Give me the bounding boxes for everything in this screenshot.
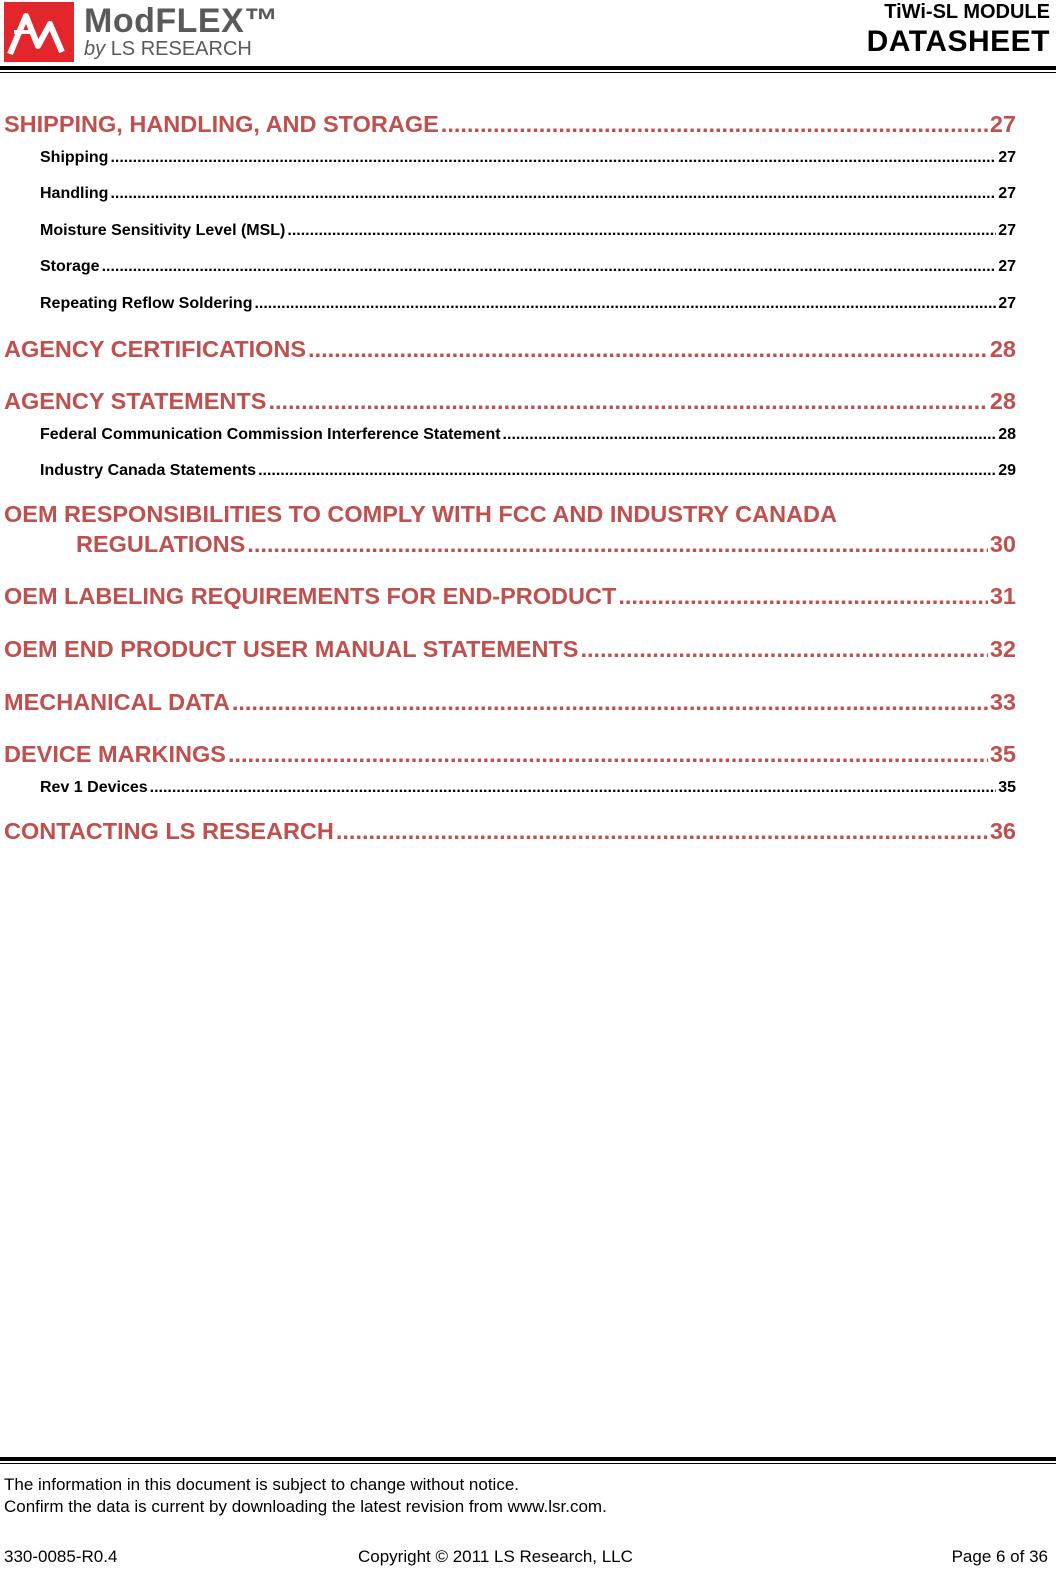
toc-entry[interactable] bbox=[4, 335, 1016, 363]
toc-entry-title: SHIPPING, HANDLING, AND STORAGE bbox=[4, 111, 439, 137]
toc-entry-title: Handling bbox=[40, 185, 109, 202]
toc-entry[interactable] bbox=[4, 183, 1016, 205]
toc-entry[interactable] bbox=[4, 635, 1016, 663]
toc-entry-page: 29 bbox=[998, 462, 1016, 479]
toc-entry-page: 35 bbox=[989, 741, 1016, 767]
brand-company: LS RESEARCH bbox=[110, 38, 252, 60]
module-name: TiWi-SL MODULE bbox=[884, 1, 1050, 23]
toc-entry-page: 27 bbox=[998, 222, 1016, 239]
ls-research-logo-icon bbox=[4, 2, 74, 62]
toc-entry-title: CONTACTING LS RESEARCH bbox=[4, 818, 334, 844]
table-of-contents bbox=[4, 108, 1016, 845]
toc-entry-title: AGENCY STATEMENTS bbox=[4, 388, 267, 414]
datasheet-label: DATASHEET bbox=[866, 25, 1050, 58]
toc-entry-page: 28 bbox=[998, 426, 1016, 443]
brand-subtitle bbox=[84, 38, 252, 61]
toc-entry[interactable] bbox=[4, 147, 1016, 169]
document-title bbox=[867, 0, 1050, 60]
toc-entry-page: 27 bbox=[998, 149, 1016, 166]
toc-entry-title: Repeating Reflow Soldering bbox=[40, 295, 253, 312]
toc-entry[interactable] bbox=[4, 582, 1016, 610]
toc-entry-title: Moisture Sensitivity Level (MSL) bbox=[40, 222, 286, 239]
toc-entry-title: DEVICE MARKINGS bbox=[4, 741, 226, 767]
toc-entry-page: 27 bbox=[998, 185, 1016, 202]
toc-entry-title: AGENCY CERTIFICATIONS bbox=[4, 336, 307, 362]
header-rule-thin bbox=[0, 72, 1056, 73]
toc-entry-title: OEM END PRODUCT USER MANUAL STATEMENTS bbox=[4, 636, 579, 662]
toc-entry-page: 32 bbox=[989, 636, 1016, 662]
brand-by: by bbox=[84, 38, 106, 60]
toc-entry[interactable] bbox=[4, 740, 1016, 768]
toc-entry-title: Shipping bbox=[40, 149, 109, 166]
copyright: Copyright © 2011 LS Research, LLC bbox=[358, 1547, 633, 1566]
header-rule bbox=[0, 66, 1056, 70]
toc-entry[interactable] bbox=[4, 777, 1016, 799]
toc-entry-title: OEM RESPONSIBILITIES TO COMPLY WITH FCC AND INDUSTRY CANADA bbox=[4, 501, 837, 527]
toc-entry-title: MECHANICAL DATA bbox=[4, 689, 230, 715]
toc-entry[interactable] bbox=[4, 460, 1016, 482]
toc-entry[interactable] bbox=[4, 424, 1016, 446]
brand-name: ModFLEX™ bbox=[84, 2, 279, 40]
toc-entry-page: 28 bbox=[989, 388, 1016, 414]
footer-rule bbox=[0, 1457, 1056, 1461]
toc-entry-title: Rev 1 Devices bbox=[40, 779, 148, 796]
toc-entry-page: 36 bbox=[989, 818, 1016, 844]
notice-line-2: Confirm the data is current by downloading the latest revision from www.lsr.com. bbox=[4, 1497, 607, 1516]
toc-entry-page: 30 bbox=[989, 531, 1016, 557]
toc-entry-page: 27 bbox=[998, 258, 1016, 275]
page-number: Page 6 of 36 bbox=[951, 1547, 1048, 1566]
modflex-logo bbox=[4, 2, 294, 62]
toc-entry-page: 27 bbox=[989, 111, 1016, 137]
change-notice bbox=[4, 1474, 607, 1518]
document-number: 330-0085-R0.4 bbox=[4, 1547, 118, 1566]
toc-entry-page: 35 bbox=[998, 779, 1016, 796]
toc-entry[interactable] bbox=[4, 110, 1016, 138]
toc-entry-title: Storage bbox=[40, 258, 100, 275]
footer-rule-thin bbox=[0, 1463, 1056, 1464]
notice-line-1: The information in this document is subject to change without notice. bbox=[4, 1475, 520, 1494]
toc-entry-page: 31 bbox=[989, 583, 1016, 609]
toc-entry[interactable] bbox=[4, 256, 1016, 278]
toc-entry[interactable] bbox=[4, 500, 1016, 558]
toc-entry-title: Federal Communication Commission Interference Statement bbox=[40, 426, 501, 443]
toc-entry[interactable] bbox=[4, 220, 1016, 242]
toc-entry[interactable] bbox=[4, 293, 1016, 315]
toc-entry-page: 28 bbox=[989, 336, 1016, 362]
toc-entry-title-cont: REGULATIONS bbox=[76, 531, 246, 557]
toc-entry-title: Industry Canada Statements bbox=[40, 462, 257, 479]
toc-entry-title: OEM LABELING REQUIREMENTS FOR END-PRODUCT bbox=[4, 583, 617, 609]
toc-entry-page: 27 bbox=[998, 295, 1016, 312]
toc-entry-page: 33 bbox=[989, 689, 1016, 715]
toc-entry[interactable] bbox=[4, 688, 1016, 716]
toc-entry[interactable] bbox=[4, 387, 1016, 415]
toc-entry[interactable] bbox=[4, 817, 1016, 845]
